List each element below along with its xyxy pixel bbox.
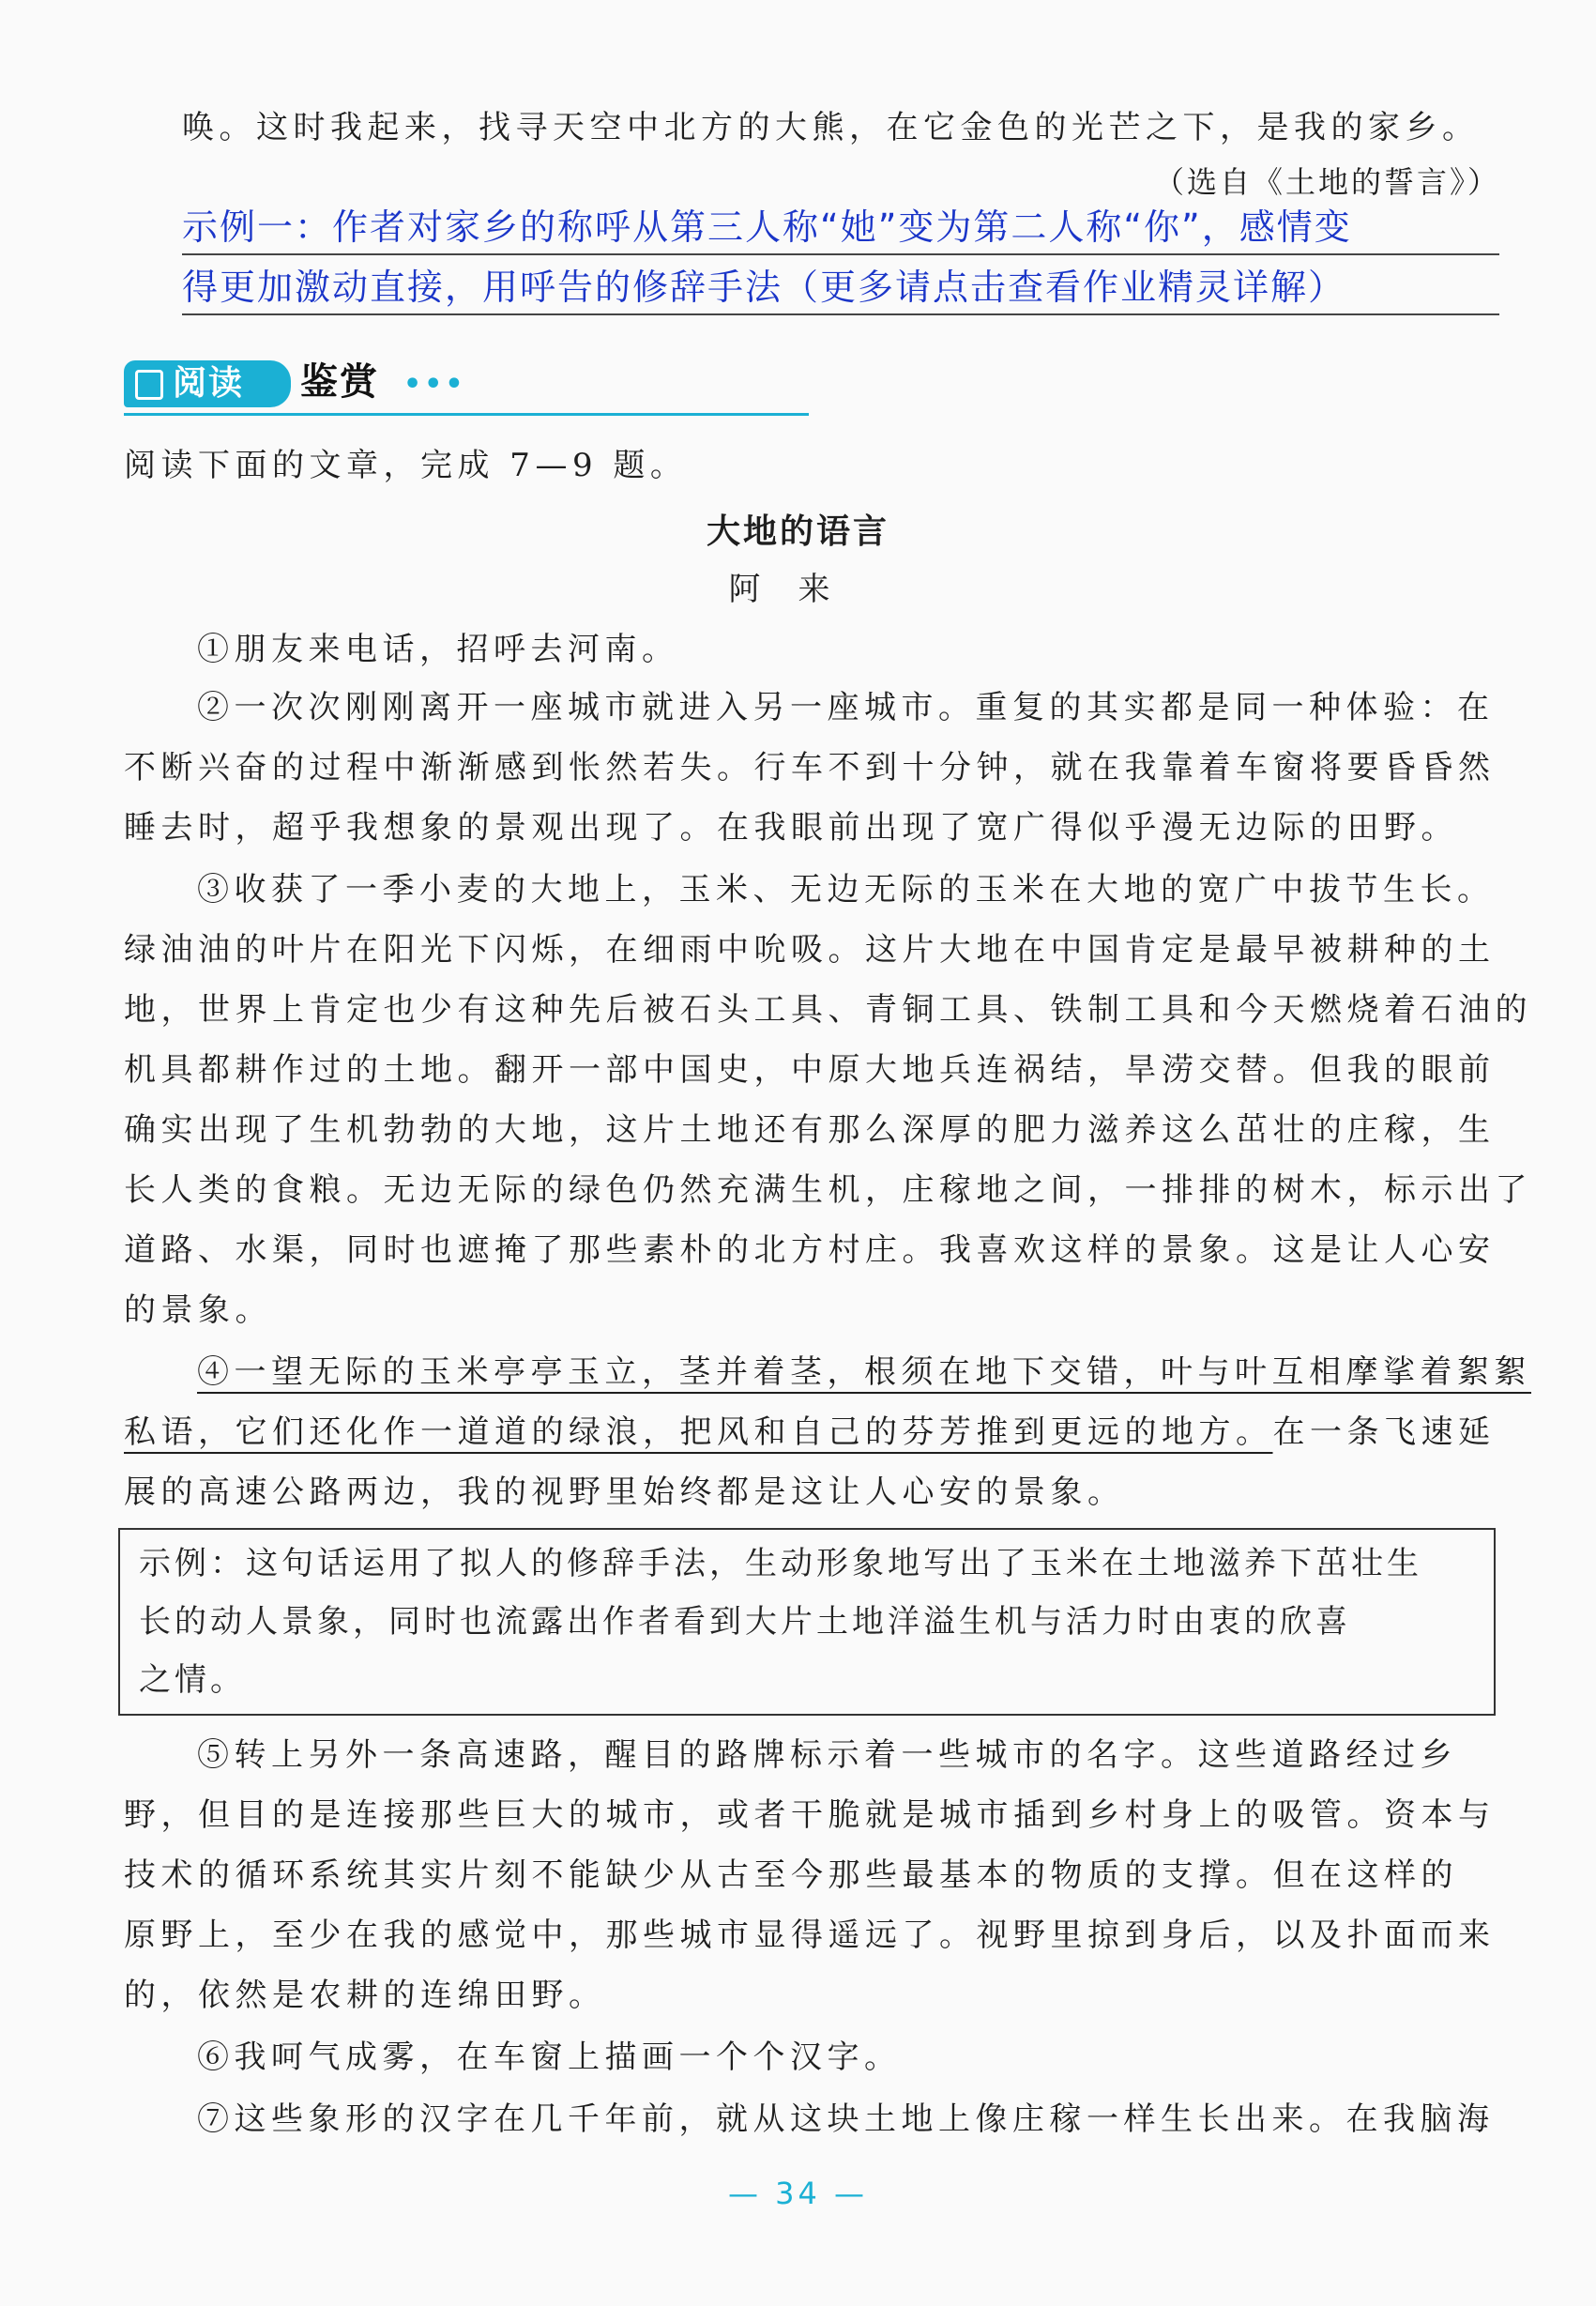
paragraph-line: ①朋友来电话，招呼去河南。 [197,631,679,668]
paragraph-line: 道路、水渠，同时也遮掩了那些素朴的北方村庄。我喜欢这样的景象。这是让人心安 [124,1231,1496,1269]
section-title: 鉴赏 [300,360,379,404]
section-header [124,353,809,419]
example-line: 示例：这句话运用了拟人的修辞手法，生动形象地写出了玉米在土地滋养下茁壮生 [139,1545,1422,1582]
dots-decoration: ••• [403,368,466,401]
answer-line: 得更加激动直接，用呼告的修辞手法（更多请点击查看作业精灵详解） [182,261,1499,315]
paragraph-line: 的，依然是农耕的连绵田野。 [124,1977,606,2014]
paragraph-line: ⑤转上另外一条高速路，醒目的路牌标示着一些城市的名字。这些道路经过乡 [197,1736,1457,1774]
paragraph-line: 确实出现了生机勃勃的大地，这片土地还有那么深厚的肥力滋养这么茁壮的庄稼，生 [124,1111,1496,1149]
instruction: 阅读下面的文章，完成 7—9 题。 [124,447,688,484]
underlined-sentence: 私语，它们还化作一道道的绿浪，把风和自己的芬芳推到更远的地方。 [124,1413,1273,1451]
section-badge [124,360,291,407]
header-divider [124,413,809,416]
underlined-sentence: ④一望无际的玉米亭亭玉立，茎并着茎，根须在地下交错，叶与叶互相摩挲着絮絮 [197,1353,1531,1391]
paragraph-text: 在一条飞速延 [1272,1413,1496,1451]
paragraph-line: ②一次次刚刚离开一座城市就进入另一座城市。重复的其实都是同一种体验：在 [197,689,1495,726]
answer-line: 示例一：作者对家乡的称呼从第三人称“她”变为第二人称“你”，感情变 [182,201,1499,255]
paragraph-line: 绿油油的叶片在阳光下闪烁，在细雨中吮吸。这片大地在中国肯定是最早被耕种的土 [124,931,1496,969]
paragraph-line: 野，但目的是连接那些巨大的城市，或者干脆就是城市插到乡村身上的吸管。资本与 [124,1796,1496,1834]
paragraph-line: 原野上，至少在我的感觉中，那些城市显得遥远了。视野里掠到身后，以及扑面而来 [124,1917,1496,1954]
example-line: 长的动人景象，同时也流露出作者看到大片土地洋溢生机与活力时由衷的欣喜 [139,1603,1351,1641]
paragraph-line: ⑦这些象形的汉字在几千年前，就从这块土地上像庄稼一样生长出来。在我脑海 [197,2100,1495,2138]
paragraph-line: 展的高速公路两边，我的视野里始终都是这让人心安的景象。 [124,1474,1125,1511]
paragraph-line: 地，世界上肯定也少有这种先后被石头工具、青铜工具、铁制工具和今天燃烧着石油的 [124,991,1532,1029]
article-author: 阿来 [728,571,868,608]
paragraph-line [124,1410,1496,1455]
paragraph-line: 机具都耕作过的土地。翻开一部中国史，中原大地兵连祸结，旱涝交替。但我的眼前 [124,1051,1496,1089]
paragraph-line: 的景象。 [124,1291,272,1329]
book-icon [135,370,163,400]
article-title: 大地的语言 [706,512,889,551]
paragraph-line: ③收获了一季小麦的大地上，玉米、无边无际的玉米在大地的宽广中拔节生长。 [197,871,1495,909]
paragraph-line: ⑥我呵气成雾，在车窗上描画一个个汉字。 [197,2039,902,2076]
badge-label: 阅读 [173,364,245,403]
paragraph-line: 长人类的食粮。无边无际的绿色仍然充满生机，庄稼地之间，一排排的树木，标示出了 [124,1171,1532,1209]
example-answer-box [118,1528,1496,1716]
source-citation: （选自《土地的誓言》） [1153,164,1500,200]
paragraph-line: 睡去时，超乎我想象的景观出现了。在我眼前出现了宽广得似乎漫无边际的田野。 [124,809,1458,847]
page-number: — 34 — [727,2176,869,2211]
example-line: 之情。 [139,1661,246,1699]
text-line: 唤。这时我起来，找寻天空中北方的大熊，在它金色的光芒之下，是我的家乡。 [182,109,1480,146]
paragraph-line: 不断兴奋的过程中渐渐感到怅然若失。行车不到十分钟，就在我靠着车窗将要昏昏然 [124,749,1496,786]
paragraph-line: 技术的循环系统其实片刻不能缺少从古至今那些最基本的物质的支撑。但在这样的 [124,1856,1458,1894]
